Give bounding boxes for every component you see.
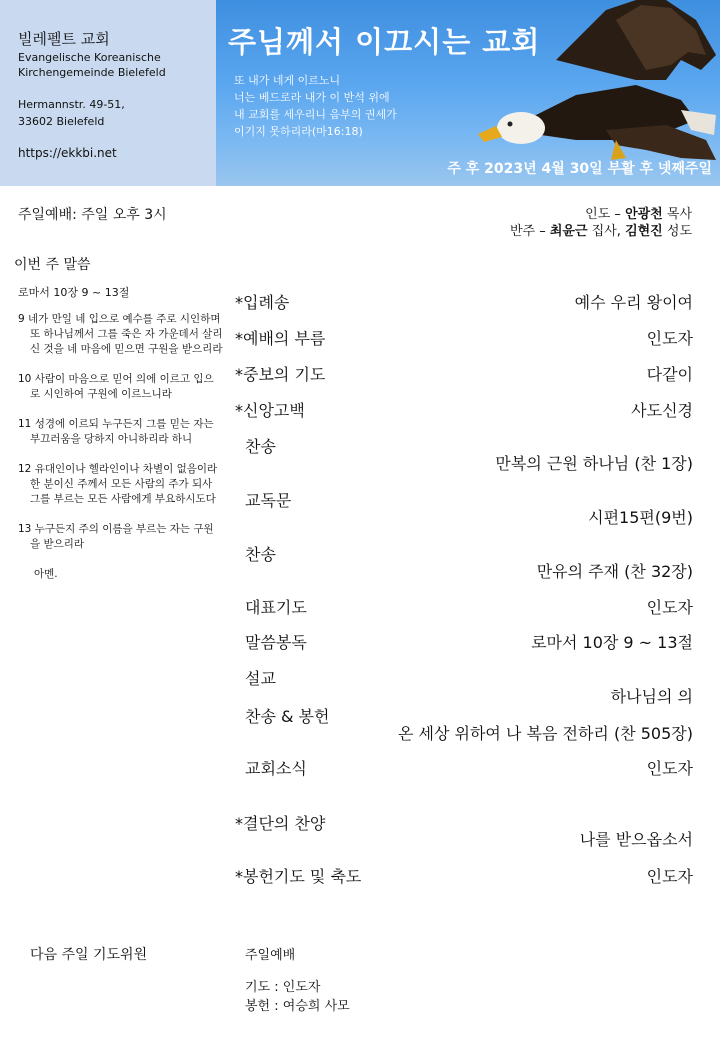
order-label: 대표기도 [245, 598, 307, 617]
next-week-service: 주일예배 [245, 948, 296, 963]
service-time: 주일예배: 주일 오후 3시 [18, 207, 167, 223]
order-value: 시편15편(9번) [588, 508, 693, 527]
order-value: 로마서 10장 9 ~ 13절 [531, 633, 693, 652]
leader-line: 인도 – 안광천 목사 [585, 207, 692, 222]
next-week-prayer: 기도 : 인도자 [245, 980, 321, 995]
next-week-roles [245, 978, 350, 1016]
banner [216, 0, 720, 186]
service-date: 주 후 2023년 4월 30일 부활 후 넷째주일 [447, 161, 712, 177]
order-label: 찬송 & 봉헌 [245, 707, 330, 726]
order-value: 예수 우리 왕이여 [574, 293, 693, 312]
church-website[interactable]: https://ekkbi.net [18, 146, 117, 160]
verse-list [18, 312, 223, 582]
service-officers [510, 206, 692, 240]
order-label: *봉헌기도 및 축도 [235, 867, 362, 886]
accompanist-line: 반주 – 최윤근 집사, 김현진 성도 [509, 224, 692, 239]
order-value: 만유의 주재 (찬 32장) [536, 562, 693, 581]
order-label: *입례송 [235, 293, 290, 312]
verse-item: 11 성경에 이르되 누구든지 그를 믿는 자는 부끄러움을 당하지 아니하리라 하니 [18, 418, 214, 445]
order-label: 교회소식 [245, 759, 307, 778]
order-value: 사도신경 [631, 401, 693, 420]
order-label: 설교 [245, 669, 276, 688]
verse-item: 9 네가 만일 네 입으로 예수를 주로 시인하며 또 하나님께서 그를 죽은 자 가운데서 살리신 것을 네 마음에 믿으면 구원을 받으리라 [18, 313, 223, 355]
verse-item: 13 누구든지 주의 이름을 부르는 자는 구원을 받으리라 [18, 523, 214, 550]
order-label: *신앙고백 [235, 401, 305, 420]
next-week-offering: 봉헌 : 여승희 사모 [245, 999, 350, 1014]
order-label: 찬송 [245, 437, 276, 456]
order-value: 온 세상 위하여 나 복음 전하리 (찬 505장) [397, 724, 693, 743]
order-label: 교독문 [245, 491, 292, 510]
order-label: *결단의 찬양 [235, 814, 326, 833]
word-title: 이번 주 말씀 [14, 257, 91, 273]
order-label: 말씀봉독 [245, 633, 307, 652]
church-name: 빌레펠트 교회 [18, 30, 110, 48]
banner-verse: 또 내가 네게 이르노니 너는 베드로라 내가 이 반석 위에 내 교회를 세우리니 음부의 권세가 이기지 못하리라(마16:18) [234, 74, 397, 138]
banner-title: 주님께서 이끄시는 교회 [228, 25, 541, 59]
order-value: 인도자 [646, 329, 693, 348]
order-value: 다같이 [646, 365, 693, 384]
order-value: 인도자 [646, 867, 693, 886]
church-address: Hermannstr. 49-51, 33602 Bielefeld [18, 98, 125, 128]
order-value: 인도자 [646, 598, 693, 617]
order-label: *예배의 부름 [235, 329, 326, 348]
verse-item: 12 유대인이나 헬라인이나 차별이 없음이라 한 분이신 주께서 모든 사람의 주가 되사 그를 부르는 모든 사람에게 부요하시도다 [18, 463, 218, 505]
order-label: 찬송 [245, 545, 276, 564]
order-value: 하나님의 의 [610, 687, 693, 706]
order-label: *중보의 기도 [235, 365, 326, 384]
church-german-name: Evangelische Koreanische Kirchengemeinde Bielefeld [18, 51, 166, 79]
verse-item: 10 사람이 마음으로 믿어 의에 이르고 입으로 시인하여 구원에 이르느니라 [18, 373, 214, 400]
word-reference: 로마서 10장 9 ~ 13절 [18, 286, 130, 299]
next-week-label: 다음 주일 기도위원 [30, 947, 148, 963]
order-value: 인도자 [646, 759, 693, 778]
order-value: 만복의 근원 하나님 (찬 1장) [495, 454, 693, 473]
church-info-panel [0, 0, 216, 186]
amen: 아멘. [34, 568, 58, 580]
order-value: 나를 받으옵소서 [579, 830, 693, 849]
